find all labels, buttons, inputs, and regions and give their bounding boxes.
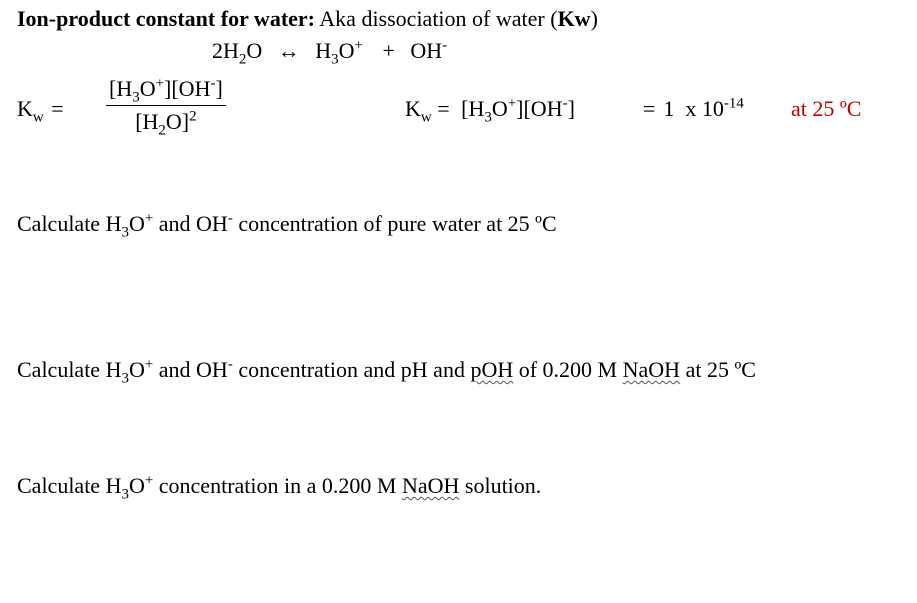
kw-left-fraction <box>106 75 226 139</box>
eq-oh: OH <box>410 38 443 63</box>
q2-c: and OH <box>153 357 228 382</box>
kw-right-b: O <box>491 96 508 121</box>
q1-sup2: - <box>227 210 233 227</box>
eq-lhs-o: O <box>246 38 263 63</box>
den-sup: 2 <box>189 108 197 125</box>
eq-oh-charge: - <box>442 37 448 54</box>
q3-c: concentration in a 0.200 M <box>153 473 402 498</box>
eq-lhs-sub: 2 <box>238 51 247 68</box>
eq-plus: + <box>382 38 395 63</box>
num-d: ] <box>215 76 223 101</box>
kw-value-base: 1 x 10 <box>663 96 724 121</box>
kw-right-w: w <box>420 109 432 126</box>
question-naoh-h3o <box>17 472 542 503</box>
title-text: Aka dissociation of water ( <box>315 6 558 31</box>
q2-b: O <box>128 357 145 382</box>
eq-h3o-sub: 3 <box>331 51 339 68</box>
q3-sup: + <box>144 472 154 489</box>
eq-lhs: 2H <box>212 38 239 63</box>
fraction-bar <box>106 105 226 106</box>
q3-d: solution. <box>459 473 542 498</box>
kw-left-k: K <box>17 96 33 121</box>
question-pure-water <box>17 210 557 241</box>
kw-left-eq: = <box>51 96 64 121</box>
eq-h3o-charge: + <box>354 37 363 54</box>
kw-value <box>643 96 744 122</box>
num-a: [H <box>109 76 133 101</box>
kw-right-c: ][OH <box>516 96 563 121</box>
q1-sub: 3 <box>121 224 129 241</box>
kw-left-label <box>17 96 64 126</box>
q2-naoh: NaOH <box>622 357 681 382</box>
num-sup2: - <box>210 75 216 92</box>
q3-a: Calculate H <box>17 473 122 498</box>
q1-d: concentration of pure water at 25 ºC <box>232 211 557 236</box>
num-sub: 3 <box>132 89 140 106</box>
kw-right-d: ] <box>567 96 575 121</box>
q3-naoh: NaOH <box>401 473 460 498</box>
dissociation-equation <box>212 37 448 68</box>
q3-sub: 3 <box>121 486 129 503</box>
q1-c: and OH <box>153 211 228 236</box>
q2-f: at 25 ºC <box>680 357 756 382</box>
kw-left-denominator <box>106 108 226 139</box>
eq-h3o-h: H <box>315 38 332 63</box>
kw-right-eq: = <box>437 96 450 121</box>
q2-sup: + <box>144 356 154 373</box>
kw-right-sup: + <box>507 95 517 112</box>
title-kw: Kw <box>557 6 591 31</box>
q2-d: concentration and pH and <box>232 357 471 382</box>
title-bold: Ion-product constant for water: <box>17 6 315 31</box>
q2-e: of 0.200 M <box>513 357 623 382</box>
kw-value-eq: = <box>643 96 656 121</box>
num-c: ][OH <box>164 76 211 101</box>
kw-left-numerator <box>106 75 226 106</box>
q1-b: O <box>128 211 145 236</box>
kw-right-sub: 3 <box>484 109 492 126</box>
kw-right-a: [H <box>461 96 485 121</box>
kw-right-expression <box>405 95 575 126</box>
kw-temperature: at 25 ºC <box>791 96 862 121</box>
q1-sup: + <box>144 210 154 227</box>
question-naoh-ph <box>17 356 756 387</box>
kw-right-k: K <box>405 96 421 121</box>
equilibrium-arrow-icon: ↔ <box>277 38 300 63</box>
kw-left-w: w <box>32 109 44 126</box>
den-b: O] <box>165 109 190 134</box>
title-close: ) <box>590 6 598 31</box>
num-b: O <box>139 76 156 101</box>
eq-h3o-o: O <box>338 38 355 63</box>
q2-a: Calculate H <box>17 357 122 382</box>
kw-value-exp: -14 <box>723 95 744 112</box>
kw-right-sup2: - <box>562 95 568 112</box>
den-sub: 2 <box>158 122 166 139</box>
q2-sub: 3 <box>121 370 129 387</box>
q3-b: O <box>128 473 145 498</box>
q1-a: Calculate H <box>17 211 122 236</box>
q2-poh: pOH <box>470 357 514 382</box>
page-title <box>17 6 598 32</box>
num-sup: + <box>155 75 165 92</box>
q2-sup2: - <box>227 356 233 373</box>
den-a: [H <box>135 109 159 134</box>
